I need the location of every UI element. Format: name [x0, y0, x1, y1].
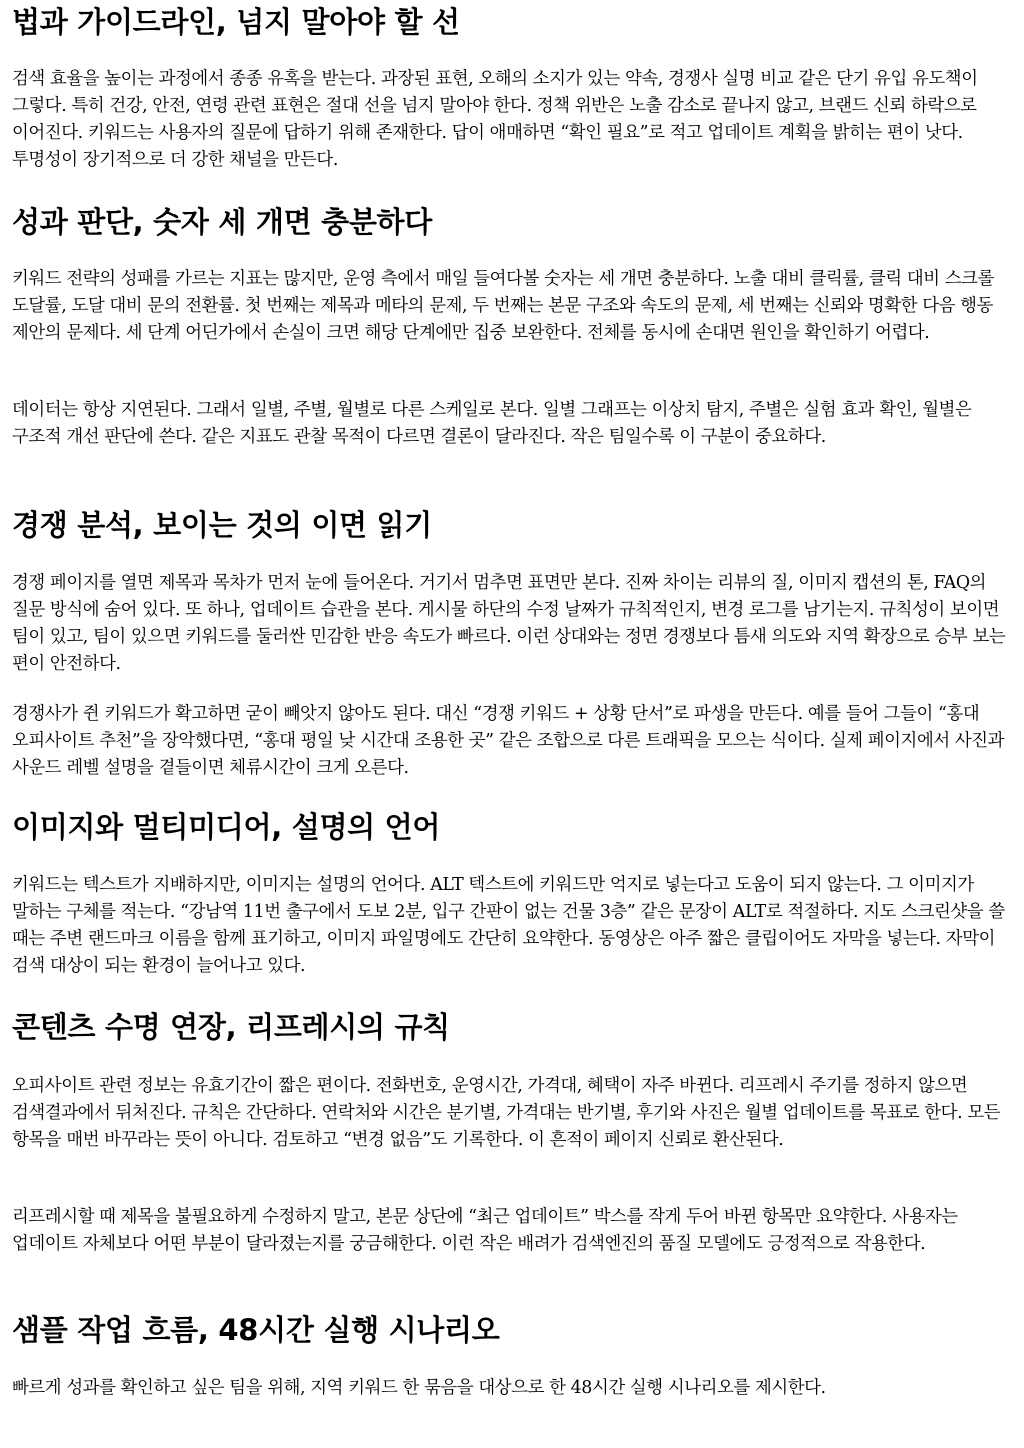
section-paragraph: 경쟁사가 쥔 키워드가 확고하면 굳이 빼앗지 않아도 된다. 대신 “경쟁 키워드 + 상황 단서”로 파생을 만든다. 예를 들어 그들이 “홍대 오피사이트 추천”을 장악했다면, “홍대 평일 낮 시간대 조용한 곳” 같은 조합으로 다른 트래픽을 모으는 식이다. 실제 페이지에서 사진과 사운드 레벨 설명을 곁들이면 체류시간이 크게 오른다. [12, 704, 1005, 778]
section-paragraph: 경쟁 페이지를 열면 제목과 목차가 먼저 눈에 들어온다. 거기서 멈추면 표면만 본다. 진짜 차이는 리뷰의 질, 이미지 캡션의 톤, FAQ의 질문 방식에 숨어 있다. 또 하나, 업데이트 습관을 본다. 게시물 하단의 수정 날짜가 규칙적인지, 변경 로그를 남기는지. 규칙성이 보이면 팀이 있고, 팀이 있으면 키워드를 둘러싼 민감한 반응 속도가 빠르다. 이런 상대와는 정면 경쟁보다 틈새 의도와 지역 확장으로 승부 보는 편이 안전하다. [12, 573, 1006, 674]
section-heading-multimedia: 이미지와 멀티미디어, 설명의 언어 [12, 810, 441, 844]
section-paragraph: 오피사이트 관련 정보는 유효기간이 짧은 편이다. 전화번호, 운영시간, 가격대, 혜택이 자주 바뀐다. 리프레시 주기를 정하지 않으면 검색결과에서 뒤처진다. 규칙은 간단하다. 연락처와 시간은 분기별, 가격대는 반기별, 후기와 사진은 월별 업데이트를 목표로 한다. 모든 항목을 매번 바꾸라는 뜻이 아니다. 검토하고 “변경 없음”도 기록한다. 이 흔적이 페이지 신뢰로 환산된다. [12, 1076, 1001, 1150]
section-paragraph: 키워드는 텍스트가 지배하지만, 이미지는 설명의 언어다. ALT 텍스트에 키워드만 억지로 넣는다고 도움이 되지 않는다. 그 이미지가 말하는 구체를 적는다. “강남역 11번 출구에서 도보 2분, 입구 간판이 없는 건물 3층” 같은 문장이 ALT로 적절하다. 지도 스크린샷을 쓸 때는 주변 랜드마크 이름을 함께 표기하고, 이미지 파일명에도 간단히 요약한다. 동영상은 아주 짧은 클립이어도 자막을 넣는다. 자막이 검색 대상이 되는 환경이 늘어나고 있다. [12, 875, 1005, 976]
section-heading-refresh: 콘텐츠 수명 연장, 리프레시의 규칙 [12, 1010, 450, 1044]
section-heading-performance: 성과 판단, 숫자 세 개면 충분하다 [12, 205, 432, 239]
section-heading-competition: 경쟁 분석, 보이는 것의 이면 읽기 [12, 508, 432, 542]
section-paragraph: 검색 효율을 높이는 과정에서 종종 유혹을 받는다. 과장된 표현, 오해의 소지가 있는 약속, 경쟁사 실명 비교 같은 단기 유입 유도책이 그렇다. 특히 건강, 안전, 연령 관련 표현은 절대 선을 넘지 말아야 한다. 정책 위반은 노출 감소로 끝나지 않고, 브랜드 신뢰 하락으로 이어진다. 키워드는 사용자의 질문에 답하기 위해 존재한다. 답이 애매하면 “확인 필요”로 적고 업데이트 계획을 밝히는 편이 낫다. 투명성이 장기적으로 더 강한 채널을 만든다. [12, 69, 978, 170]
section-paragraph: 리프레시할 때 제목을 불필요하게 수정하지 말고, 본문 상단에 “최근 업데이트” 박스를 작게 두어 바뀐 항목만 요약한다. 사용자는 업데이트 자체보다 어떤 부분이 달라졌는지를 궁금해한다. 이런 작은 배려가 검색엔진의 품질 모델에도 긍정적으로 작용한다. [12, 1207, 958, 1254]
section-heading-workflow: 샘플 작업 흐름, 48시간 실행 시나리오 [12, 1313, 500, 1347]
section-paragraph: 키워드 전략의 성패를 가르는 지표는 많지만, 운영 측에서 매일 들여다볼 숫자는 세 개면 충분하다. 노출 대비 클릭률, 클릭 대비 스크롤 도달률, 도달 대비 문의 전환률. 첫 번째는 제목과 메타의 문제, 두 번째는 본문 구조와 속도의 문제, 세 번째는 신뢰와 명확한 다음 행동 제안의 문제다. 세 단계 어딘가에서 손실이 크면 해당 단계에만 집중 보완한다. 전체를 동시에 손대면 원인을 확인하기 어렵다. [12, 269, 994, 343]
section-paragraph: 빠르게 성과를 확인하고 싶은 팀을 위해, 지역 키워드 한 묶음을 대상으로 한 48시간 실행 시나리오를 제시한다. [12, 1378, 826, 1398]
section-heading-guidelines: 법과 가이드라인, 넘지 말아야 할 선 [12, 5, 460, 39]
section-paragraph: 데이터는 항상 지연된다. 그래서 일별, 주별, 월별로 다른 스케일로 본다. 일별 그래프는 이상치 탐지, 주별은 실험 효과 확인, 월별은 구조적 개선 판단에 쓴다. 같은 지표도 관찰 목적이 다르면 결론이 달라진다. 작은 팀일수록 이 구분이 중요하다. [12, 400, 972, 447]
